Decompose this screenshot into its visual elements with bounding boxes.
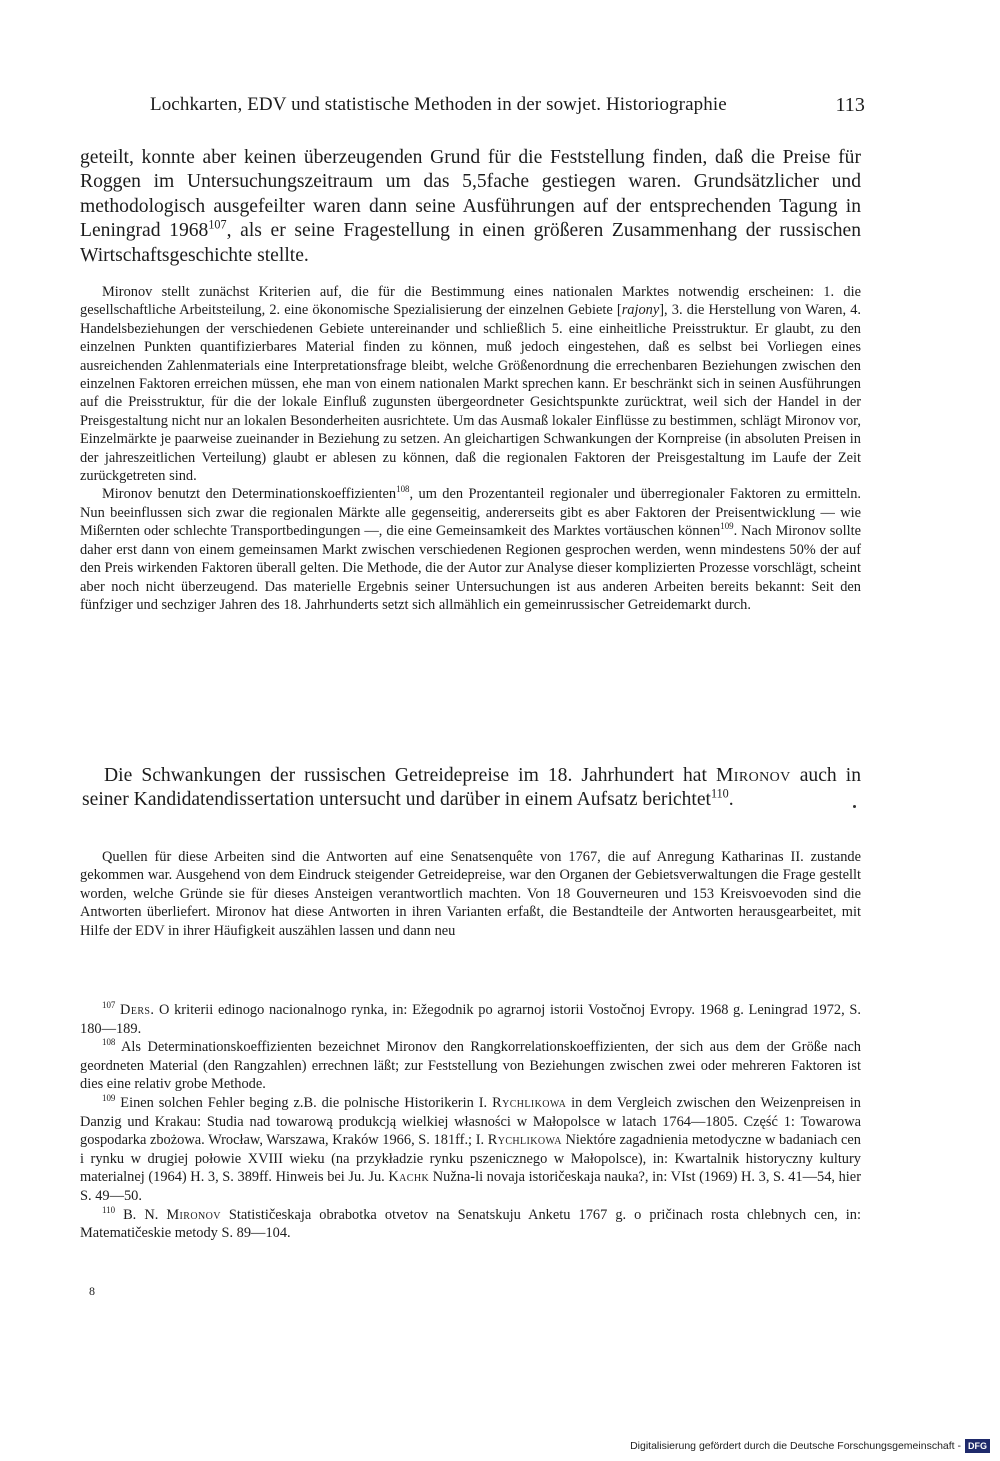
author-name: Mironov <box>166 1206 221 1223</box>
footnote-108 <box>80 1038 861 1094</box>
para4-text-b: auch in seiner Kandidatendissertation untersucht und darüber in einem Aufsatz berichtet <box>82 765 861 811</box>
author-name: Kachk <box>388 1169 430 1186</box>
page-number: 113 <box>835 94 865 116</box>
para3-text-c: . Nach Mironov sollte daher erst dann von einem gemeinsamen Markt zwischen verschiedenen Regionen gesprochen werden, wenn mindestens 50% der auf den Preis wirkenden Faktoren überall gelten. Die Methode, die der Autor zur Analyse dieser komplizierten Prozesse vorschlägt, scheint aber noch nicht überzeugend. Das materielle Ergebnis seiner Untersuchungen ist aus anderen Arbeiten bereits bekannt: Seit den fünfziger und sechziger Jahren des 18. Jahrhunderts setzt sich allmählich ein gemeinrussischer Getreidemarkt durch. <box>80 523 861 613</box>
footnote-text: B. N. <box>115 1206 167 1223</box>
digitization-credit <box>630 1438 990 1454</box>
footnote-text: Einen solchen Fehler beging z.B. die polnische Historikerin I. <box>115 1094 493 1111</box>
para2-text-a: Mironov stellt zunächst Kriterien auf, die für die Bestimmung eines nationalen Marktes notwendig erscheinen: 1. die gesellschaftliche Arbeitsteilung, 2. eine ökonomische Spezialisierung der einzelnen Gebiete [ <box>80 284 861 319</box>
footnote-ref-108[interactable]: 108 <box>396 484 410 495</box>
summary-block-2 <box>80 848 861 940</box>
footnote-ref-109[interactable]: 109 <box>720 521 734 532</box>
footnote-109 <box>80 1094 861 1206</box>
footnote-number: 109 <box>102 1093 116 1104</box>
footnote-number: 108 <box>102 1037 116 1048</box>
footnote-number: 110 <box>102 1204 116 1215</box>
footnote-text: Statističeskaja obrabotka otvetov na Senatskuju Anketu 1767 g. o pričinach rosta chlebnych cen, in: Matematičeskie metody S. 89—104. <box>80 1206 861 1242</box>
para1-text-b: , als er seine Fragestellung in einen größeren Zusammenhang der russischen Wirtschaftsgeschichte stellte. <box>80 220 861 266</box>
footnote-110 <box>80 1206 861 1243</box>
author-name: Mironov <box>715 765 791 786</box>
footnote-text: in dem Vergleich zwischen den Weizenpreisen in Danzig und Krakau: Studia nad towarową produkcją wielkiej własności w Małopolsce w latach 1764—1805. Część 1: Towarowa gospodarka zbożowa. Wrocław, Warszawa, Kraków 1966, S. 181ff.; I. <box>80 1094 861 1149</box>
footnote-text: Als Determinationskoeffizienten bezeichnet Mironov den Rangkorrelationskoeffizienten, der sich aus dem der Größe nach geordneten Material (den Rangzahlen) errechnen läßt; zur Feststellung von Beziehungen zwischen zwei oder mehreren Faktoren ist dies eine relativ grobe Methode. <box>80 1039 861 1093</box>
summary-paragraph-1 <box>80 283 861 485</box>
para4-text-a: Die Schwankungen der russischen Getreidepreise im 18. Jahrhundert hat <box>104 765 716 786</box>
para2-italic-term: rajony <box>621 302 660 319</box>
para3-text-a: Mironov benutzt den Determinationskoeffizienten <box>102 486 397 503</box>
body-paragraph-1 <box>80 146 861 268</box>
footnote-number: 107 <box>102 1000 116 1011</box>
para3-text-b: , um den Prozentanteil regionaler und überregionaler Faktoren zu ermitteln. Nun beeinflussen sich zwar die regionalen Märkte alle gegenseitig, andererseits gibt es aber Faktoren der Preisentwicklung — wie Mißernten oder schlechte Transportbedingungen —, die eine Gemeinsamkeit des Marktes vortäuschen können <box>80 486 861 540</box>
author-name: Ders. <box>120 1002 155 1018</box>
dfg-logo-icon[interactable]: DFG <box>965 1439 990 1453</box>
footnotes <box>80 1001 861 1243</box>
author-name: Rychlikowa <box>487 1132 562 1149</box>
footnote-ref-110[interactable]: 110 <box>710 786 729 801</box>
footnote-text: Nužna-li novaja istoričeskaja nauka?, in: VIst (1969) H. 3, S. 41—54, hier S. 49—50. <box>80 1169 861 1204</box>
credit-text: Digitalisierung gefördert durch die Deutsche Forschungsgemeinschaft - <box>630 1440 961 1452</box>
body-paragraph-4 <box>82 764 861 813</box>
para5-text: Quellen für diese Arbeiten sind die Antworten auf eine Senatsenquête von 1767, die auf Anregung Katharinas II. zustande gekommen war. Ausgehend von dem Eindruck steigender Getreidepreise, war den Organen der Gebietsverwaltungen die Frage gestellt worden, welche Gründe sie für dieses Ansteigen verantwortlich machten. Von 18 Gouverneuren und 153 Kreisvoevoden sind die Antworten überliefert. Mironov hat diese Antworten in ihren Varianten erfaßt, die Bestandteile der Antworten herausgearbeitet, mit Hilfe der EDV in ihrer Häufigkeit auszählen lassen und dann neu <box>80 849 861 939</box>
summary-paragraph-2 <box>80 485 861 614</box>
para4-text-c: . <box>728 789 734 811</box>
signature-mark: 8 <box>89 1284 95 1298</box>
running-title: Lochkarten, EDV und statistische Methoden in der sowjet. Historiographie <box>150 94 727 115</box>
para2-text-b: ], 3. die Herstellung von Waren, 4. Handelsbeziehungen der verschiedenen Gebiete untereinander und schließlich 5. eine einheitliche Preisstruktur. Er glaubt, zu den einzelnen Punkten quantifizierbares Material finden zu können, muß jedoch eingestehen, daß es selbst bei Vorliegen eines ausreichenden Zahlenmaterials eine Interpretationsfrage bleibt, welche Größenordnung die errechenbaren Beziehungen zwischen den einzelnen Faktoren erreichen müssen, ehe man von einem nationalen Markt sprechen kann. Er beschränkt sich in seinen Ausführungen auf die Preisstruktur, für die der lokale Einfluß zugunsten übergeordneter Gesichtspunkte zurücktrat, weil sich der Handel in der Preisgestaltung nicht nur an lokalen Besonderheiten ausrichtete. Um das Ausmaß lokaler Einflüsse zu bestimmen, schlägt Mironov vor, Einzelmärkte je paarweise zueinander in Beziehung zu setzen. An gleichartigen Schwankungen der Kornpreise (in absoluten Preisen in der jahreszeitlichen Verteilung) glaubt er ablesen zu können, daß die regionalen Faktoren der Preisgestaltung im Laufe der Zeit zurückgetreten sind. <box>80 302 862 485</box>
para1-text-a: geteilt, konnte aber keinen überzeugenden Grund für die Feststellung finden, daß die Preise für Roggen im Untersuchungszeitraum um das 5,5fache gestiegen waren. Grundsätzlicher und methodologisch ausgefeilter waren dann seine Ausführungen auf der entsprechenden Tagung in Leningrad 1968 <box>80 147 861 242</box>
footnote-ref-107[interactable]: 107 <box>208 217 227 232</box>
summary-block <box>80 283 861 614</box>
footnote-text: Niektóre zagadnienia metodyczne w badaniach cen i rynku w drugiej połowie XVIII wieku (na przykładzie rynku pszenicznego w Małopolsce), in: Kwartalnik historyczny kultury materialnej (1964) H. 3, S. 389ff. Hinweis bei Ju. Ju. <box>80 1132 861 1186</box>
stray-mark <box>853 805 856 808</box>
footnote-107 <box>80 1001 861 1038</box>
author-name: Rychlikowa <box>492 1094 567 1111</box>
footnote-text: O kriterii edinogo nacionalnogo rynka, in: Ežegodnik po agrarnoj istorii Vostočnoj Evropy. 1968 g. Leningrad 1972, S. 180—189. <box>80 1002 861 1037</box>
